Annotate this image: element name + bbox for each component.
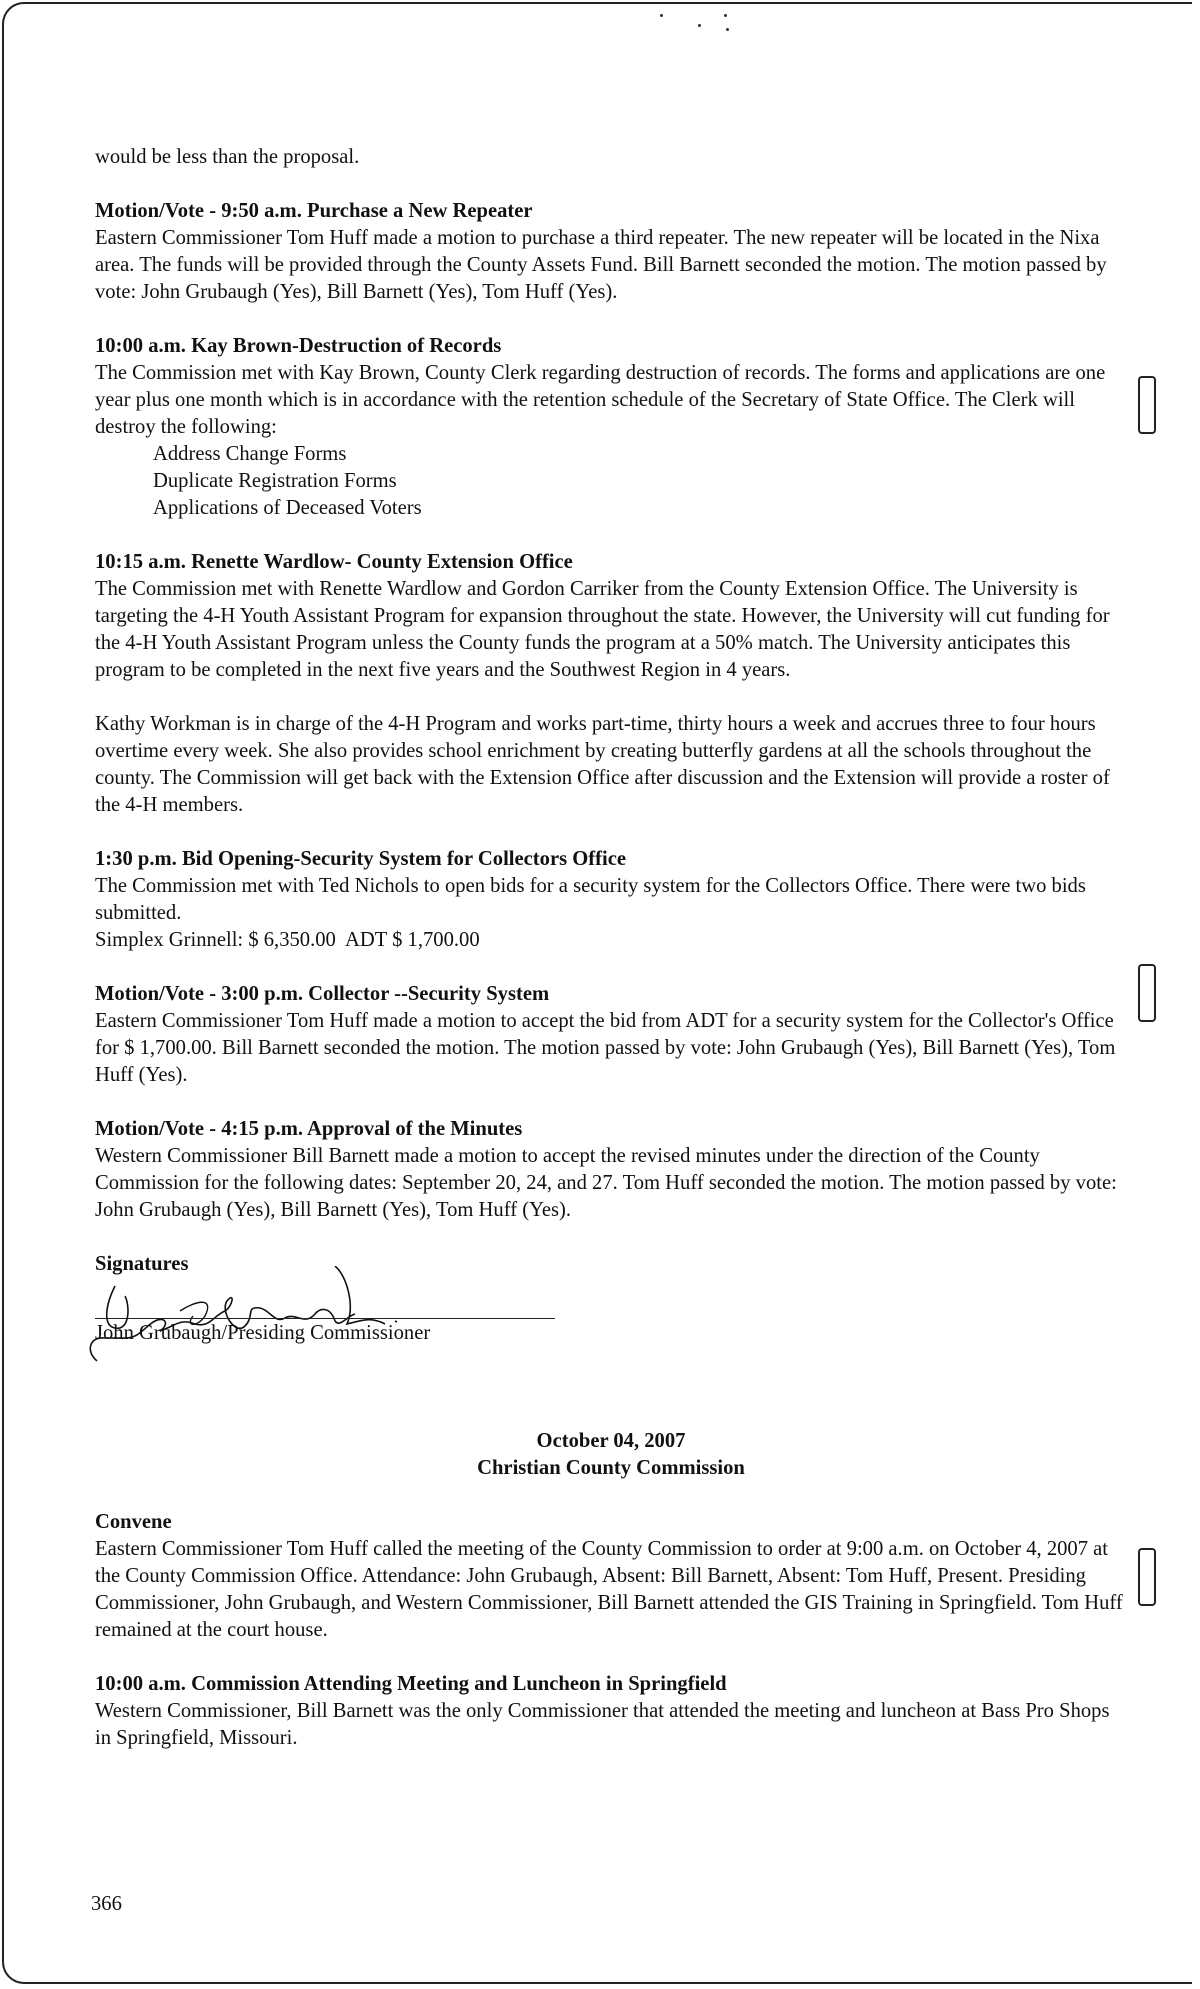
page-number: 366 bbox=[91, 1893, 122, 1915]
section-heading: Motion/Vote - 4:15 p.m. Approval of the Minutes bbox=[95, 1118, 523, 1140]
section-body: Western Commissioner Bill Barnett made a motion to accept the revised minutes under the direction of the County Commission for the following dates: September 20, 24, and 27. Tom Huff seconded the motion. The motion passed by vote: John Grubaugh (Yes), Bill Barnett (Yes), Tom Huff (Yes). bbox=[95, 1145, 1117, 1221]
section-body: Eastern Commissioner Tom Huff called the meeting of the County Commission to order at 9:00 a.m. on October 4, 2007 at the County Commission Office. Attendance: John Grubaugh, Absent: Bill Barnett, Absent: Tom Huff, Present. Presiding Commissioner, John Grubaugh, and Western Commissioner, Bill Barnett attended the GIS Training in Springfield. Tom Huff remained at the court house. bbox=[95, 1538, 1123, 1641]
section-heading: Motion/Vote - 3:00 p.m. Collector --Security System bbox=[95, 983, 550, 1005]
intro-line: would be less than the proposal. bbox=[95, 146, 360, 168]
meeting-header bbox=[95, 1428, 1127, 1482]
section-heading: 1:30 p.m. Bid Opening-Security System for Collectors Office bbox=[95, 848, 626, 870]
section-bids bbox=[95, 846, 1127, 954]
meeting-date: October 04, 2007 bbox=[536, 1430, 686, 1452]
section-body: Eastern Commissioner Tom Huff made a motion to accept the bid from ADT for a security system for the Collector's Office for $ 1,700.00. Bill Barnett seconded the motion. The motion passed by vote: John Grubaugh (Yes), Bill Barnett (Yes), Tom Huff (Yes). bbox=[95, 1010, 1116, 1086]
section-repeater bbox=[95, 198, 1127, 306]
section-collector bbox=[95, 981, 1127, 1089]
signatures-section bbox=[95, 1251, 1127, 1398]
section-luncheon bbox=[95, 1671, 1127, 1752]
section-body: Eastern Commissioner Tom Huff made a motion to purchase a third repeater. The new repeater will be located in the Nixa area. The funds will be provided through the County Assets Fund. Bill Barnett seconded the motion. The motion passed by vote: John Grubaugh (Yes), Bill Barnett (Yes), Tom Huff (Yes). bbox=[95, 227, 1107, 303]
signature-area bbox=[95, 1278, 1127, 1398]
section-body: The Commission met with Kay Brown, County Clerk regarding destruction of records. The forms and applications are one year plus one month which is in accordance with the retention schedule of the Secretary of State Office. The Clerk will destroy the following: bbox=[95, 362, 1106, 438]
scan-speck bbox=[724, 14, 727, 17]
scan-speck bbox=[660, 14, 663, 17]
section-body: The Commission met with Renette Wardlow and Gordon Carriker from the County Extension Office. The University is targeting the 4-H Youth Assistant Program for expansion throughout the state. However, the University will cut funding for the 4-H Youth Assistant Program unless the County funds the program at a 50% match. The University anticipates this program to be completed in the next five years and the Southwest Region in 4 years. bbox=[95, 578, 1110, 681]
signatures-heading: Signatures bbox=[95, 1253, 189, 1275]
signature-line bbox=[95, 1318, 555, 1319]
list-item: Duplicate Registration Forms bbox=[153, 470, 397, 492]
list-item: Address Change Forms bbox=[153, 443, 347, 465]
scan-speck bbox=[726, 28, 729, 31]
section-minutes bbox=[95, 1116, 1127, 1224]
section-heading: Motion/Vote - 9:50 a.m. Purchase a New Repeater bbox=[95, 200, 533, 222]
section-extension bbox=[95, 549, 1127, 819]
bid-label: Simplex Grinnell: bbox=[95, 929, 244, 951]
section-heading: 10:00 a.m. Commission Attending Meeting and Luncheon in Springfield bbox=[95, 1673, 727, 1695]
bid-values: $ 6,350.00 ADT $ 1,700.00 bbox=[248, 929, 480, 951]
section-heading: Convene bbox=[95, 1511, 172, 1533]
list-item: Applications of Deceased Voters bbox=[153, 497, 422, 519]
records-list bbox=[95, 441, 1127, 522]
section-heading: 10:00 a.m. Kay Brown-Destruction of Records bbox=[95, 335, 502, 357]
document-body bbox=[95, 144, 1127, 1752]
section-heading: 10:15 a.m. Renette Wardlow- County Extension Office bbox=[95, 551, 573, 573]
meeting-body: Christian County Commission bbox=[477, 1457, 745, 1479]
section-body: Western Commissioner, Bill Barnett was the only Commissioner that attended the meeting and luncheon at Bass Pro Shops in Springfield, Missouri. bbox=[95, 1700, 1110, 1749]
section-convene bbox=[95, 1509, 1127, 1644]
section-body: Kathy Workman is in charge of the 4-H Program and works part-time, thirty hours a week and accrues three to four hours overtime every week. She also provides school enrichment by creating butterfly gardens at all the schools throughout the county. The Commission will get back with the Extension Office after discussion and the Extension will provide a roster of the 4-H members. bbox=[95, 713, 1110, 816]
section-body: The Commission met with Ted Nichols to open bids for a security system for the Collectors Office. There were two bids submitted. bbox=[95, 875, 1086, 924]
margin-bracket-mark bbox=[1138, 376, 1156, 434]
signature-name: John Grubaugh/Presiding Commissioner bbox=[95, 1322, 431, 1344]
margin-bracket-mark bbox=[1138, 964, 1156, 1022]
section-records bbox=[95, 333, 1127, 522]
bids-line bbox=[95, 927, 1127, 954]
margin-bracket-mark bbox=[1138, 1548, 1156, 1606]
scan-speck bbox=[698, 24, 701, 27]
